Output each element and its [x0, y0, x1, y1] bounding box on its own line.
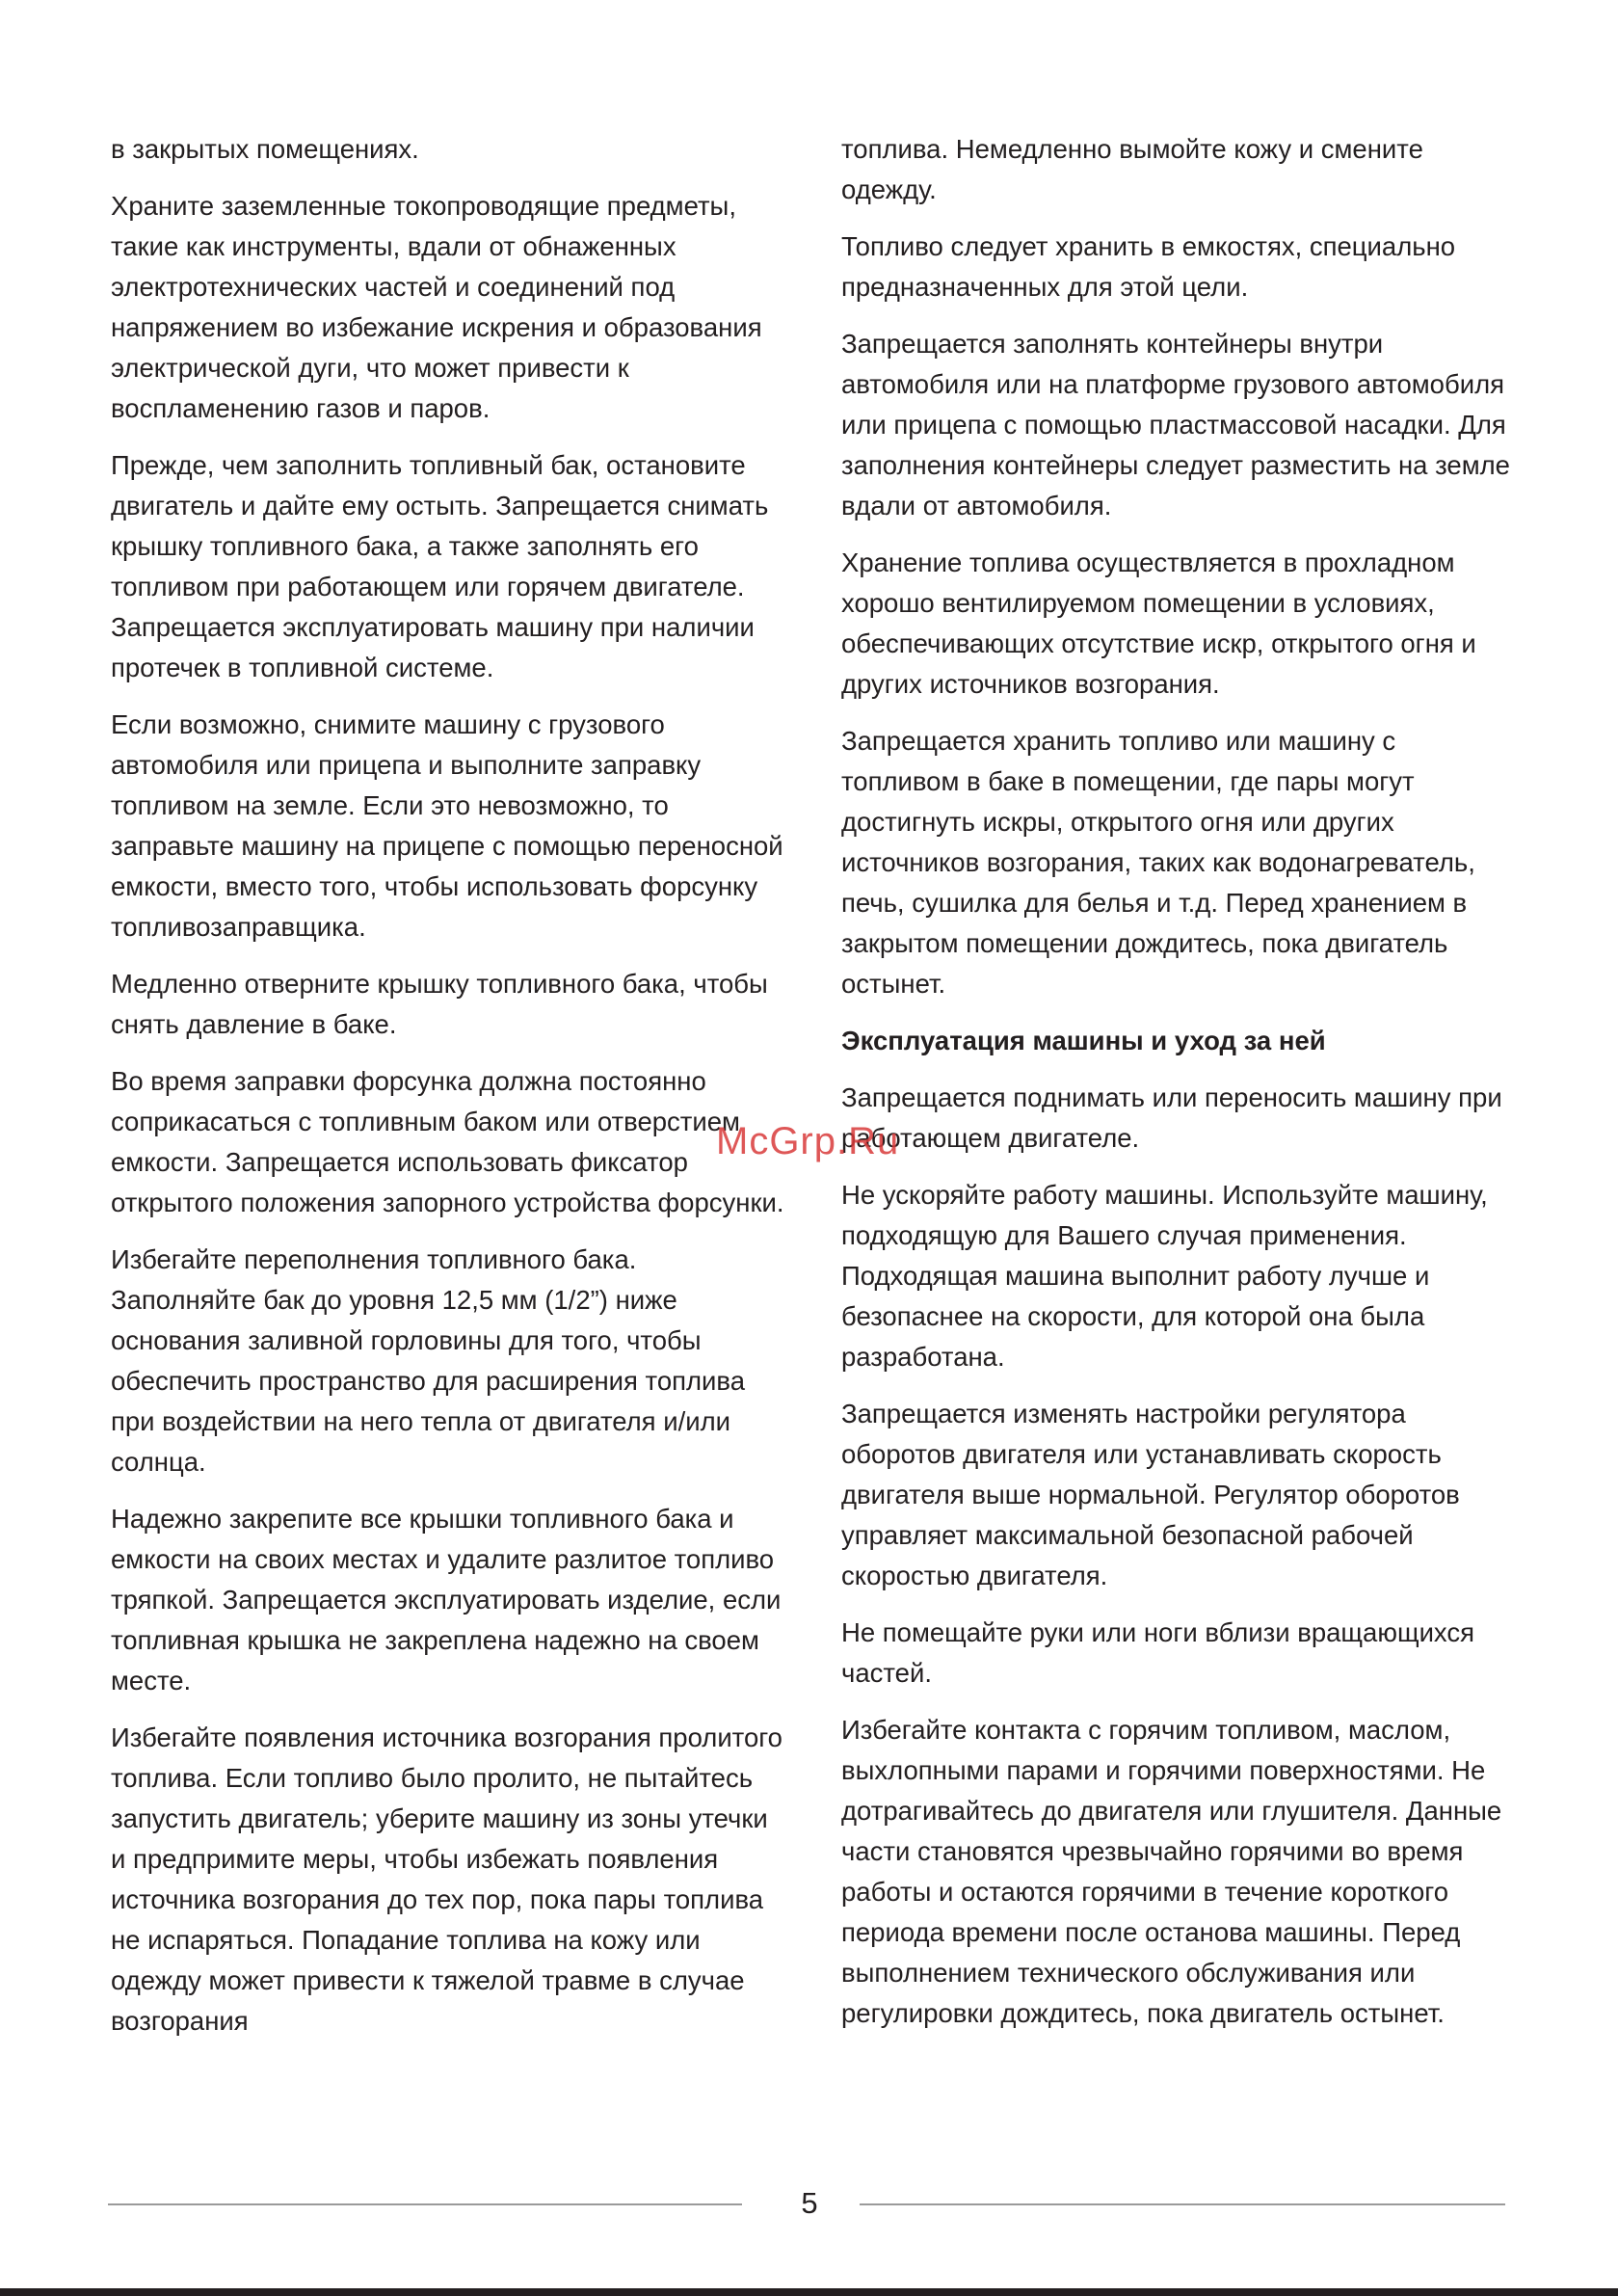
paragraph: Избегайте переполнения топливного бака. Заполняйте бак до уровня 12,5 мм (1/2”) ниже основания заливной горловины для того, чтобы обеспечить пространство для расширения топлива при воздействии на него тепла от двигателя и/или солнца. [111, 1244, 746, 1477]
left-column [111, 129, 785, 2058]
paragraph: Во время заправки форсунка должна постоянно соприкасаться с топливным баком или отверстием емкости. Запрещается использовать фиксатор открытого положения запорного устройства форсунки. [111, 1066, 784, 1217]
paragraph: Запрещается поднимать или переносить машину при работающем двигателе. [841, 1082, 1502, 1153]
bottom-edge-band [0, 2288, 1618, 2296]
paragraph: Не ускоряйте работу машины. Используйте машину, подходящую для Вашего случая применения. Подходящая машина выполнит работу лучше и безопаснее на скорости, для которой она была разработана. [841, 1180, 1488, 1372]
paragraph: в закрытых помещениях. [111, 134, 419, 164]
footer-divider-right [860, 2203, 1505, 2205]
paragraph: Запрещается изменять настройки регулятора оборотов двигателя или устанавливать скорость двигателя выше нормальной. Регулятор оборотов управляет максимальной безопасной рабочей скоростью двигателя. [841, 1399, 1460, 1590]
paragraph: Не помещайте руки или ноги вблизи вращающихся частей. [841, 1617, 1475, 1688]
paragraph: Топливо следует хранить в емкостях, специально предназначенных для этой цели. [841, 231, 1456, 302]
paragraph: топлива. Немедленно вымойте кожу и смените одежду. [841, 134, 1423, 204]
paragraph: Надежно закрепите все крышки топливного бака и емкости на своих местах и удалите разлитое топливо тряпкой. Запрещается эксплуатировать изделие, если топливная крышка не закреплена надежно на своем месте. [111, 1504, 782, 1695]
paragraph: Хранение топлива осуществляется в прохладном хорошо вентилируемом помещении в условиях, обеспечивающих отсутствие искр, открытого огня и других источников возгорания. [841, 547, 1476, 699]
page-number: 5 [801, 2186, 818, 2220]
paragraph: Избегайте контакта с горячим топливом, маслом, выхлопными парами и горячими поверхностями. Не дотрагивайтесь до двигателя или глушителя. Данные части становятся чрезвычайно горячими во время работы и остаются горячими в течение короткого периода времени после останова машины. Перед выполнением технического обслуживания или регулировки дождитесь, пока двигатель остынет. [841, 1715, 1502, 2028]
watermark: McGrp.Ru [716, 1120, 900, 1162]
paragraph: Запрещается заполнять контейнеры внутри автомобиля или на платформе грузового автомобиля или прицепа с помощью пластмассовой насадки. Для заполнения контейнеры следует разместить на земле вдали от автомобиля. [841, 329, 1510, 521]
paragraph: Если возможно, снимите машину с грузового автомобиля или прицепа и выполните заправку топливом на земле. Если это невозможно, то заправьте машину на прицепе с помощью переносной емкости, вместо того, чтобы использовать форсунку топливозаправщика. [111, 709, 783, 942]
right-column [841, 129, 1516, 2050]
footer-divider-left [108, 2203, 742, 2205]
paragraph: Избегайте появления источника возгорания пролитого топлива. Если топливо было пролито, не пытайтесь запустить двигатель; уберите машину из зоны утечки и предпримите меры, чтобы избежать появления источника возгорания до тех пор, пока пары топлива не испаряться. Попадание топлива на кожу или одежду может привести к тяжелой травме в случае возгорания [111, 1722, 782, 2036]
paragraph: Храните заземленные токопроводящие предметы, такие как инструменты, вдали от обнаженных электротехнических частей и соединений под напряжением во избежание искрения и образования электрической дуги, что может привести к воспламенению газов и паров. [111, 191, 762, 423]
paragraph: Запрещается хранить топливо или машину с топливом в баке в помещении, где пары могут достигнуть искры, открытого огня или других источников возгорания, таких как водонагреватель, печь, сушилка для белья и т.д. Перед хранением в закрытом помещении дождитесь, пока двигатель остынет. [841, 726, 1475, 999]
paragraph: Медленно отверните крышку топливного бака, чтобы снять давление в баке. [111, 969, 768, 1039]
paragraph: Прежде, чем заполнить топливный бак, остановите двигатель и дайте ему остыть. Запрещается снимать крышку топливного бака, а также заполнять его топливом при работающем или горячем двигателе. Запрещается эксплуатировать машину при наличии протечек в топливной системе. [111, 450, 769, 682]
section-heading: Эксплуатация машины и уход за ней [841, 1026, 1326, 1055]
